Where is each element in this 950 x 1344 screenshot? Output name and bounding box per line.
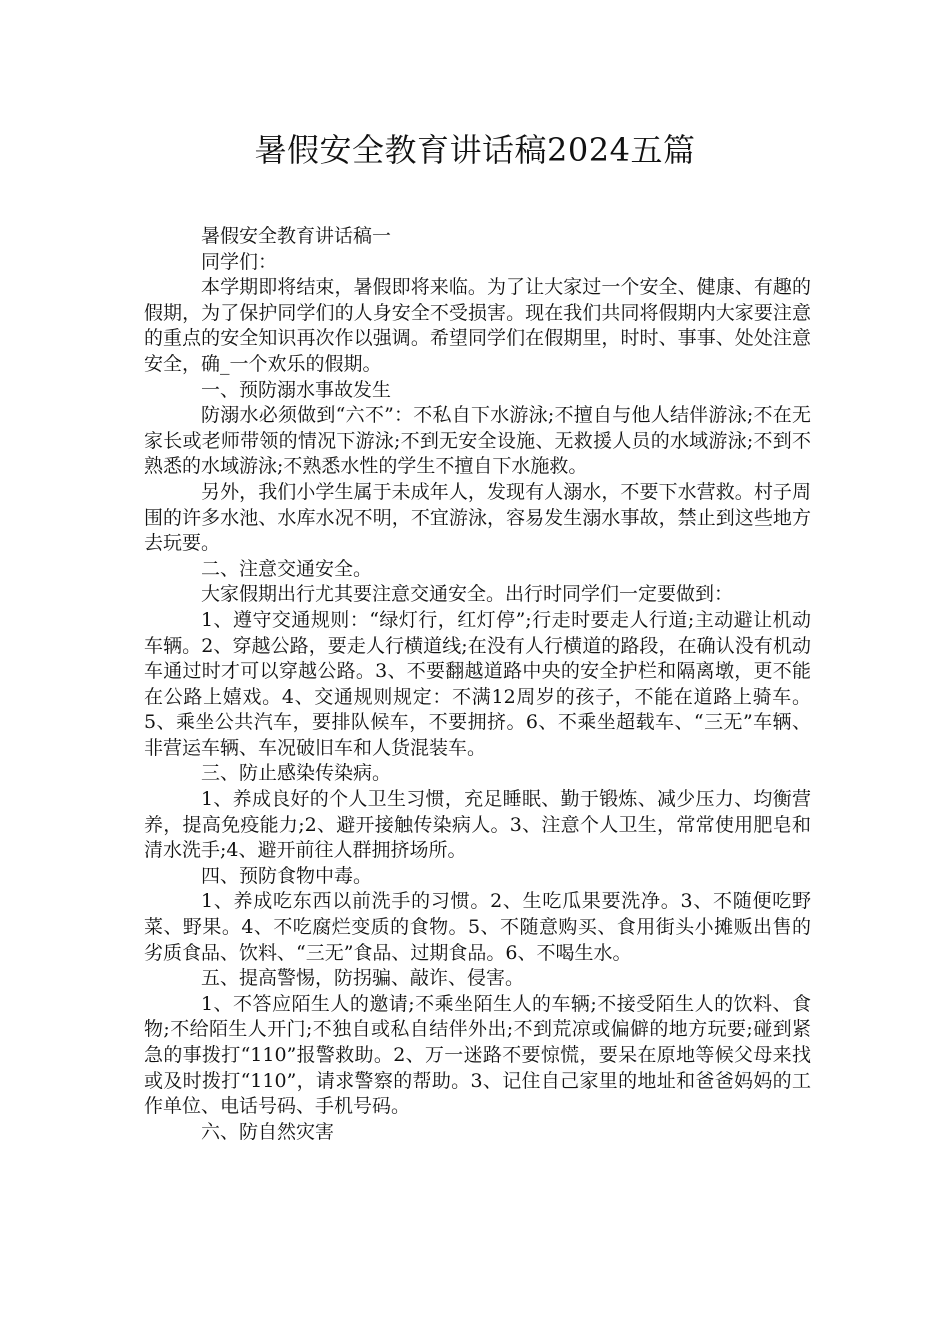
section-heading: 四、预防食物中毒。	[201, 864, 373, 887]
paragraph: 大家假期出行尤其要注意交通安全。出行时同学们一定要做到：	[201, 583, 734, 606]
paragraph: 1、养成良好的个人卫生习惯，充足睡眠、勤于锻炼、减少压力、均衡营养，提高免疫能力;2、避开接触传染病人。3、注意个人卫生，常常使用肥皂和清水洗手;4、避开前往人群拥挤场所。	[144, 788, 811, 862]
paragraph: 防溺水必须做到“六不”：不私自下水游泳;不擅自与他人结伴游泳;不在无家长或老师带领的情况下游泳;不到无安全设施、无救援人员的水域游泳;不到不熟悉的水域游泳;不熟悉水性的学生不擅自下水施救。	[144, 404, 811, 478]
section-heading: 暑假安全教育讲话稿一	[201, 225, 392, 247]
paragraph: 另外，我们小学生属于未成年人，发现有人溺水，不要下水营救。村子周围的许多水池、水库水况不明，不宜游泳，容易发生溺水事故，禁止到这些地方去玩要。	[144, 480, 811, 555]
section-heading: 三、防止感染传染病。	[201, 762, 392, 785]
section-heading: 六、防自然灾害	[201, 1120, 335, 1143]
paragraph: 1、养成吃东西以前洗手的习惯。2、生吃瓜果要洗净。3、不随便吃野菜、野果。4、不吃腐烂变质的食物。5、不随意购买、食用街头小摊贩出售的劣质食品、饮料、“三无”食品、过期食品。6、不喝生水。	[144, 890, 811, 964]
salutation: 同学们：	[201, 250, 278, 273]
paragraph: 1、遵守交通规则：“绿灯行，红灯停”;行走时要走人行道;主动避让机动车辆。2、穿越公路，要走人行横道线;在没有人行横道的路段，在确认没有机动车通过时才可以穿越公路。3、不要翻越道路中央的安全护栏和隔离墩，更不能在公路上嬉戏。4、交通规则规定：不满12周岁的孩子，不能在道路上骑车。5、乘坐公共汽车，要排队候车，不要拥挤。6、不乘坐超载车、“三无”车辆、非营运车辆、车况破旧车和人货混装车。	[144, 608, 811, 759]
section-heading: 五、提高警惕，防拐骗、敲诈、侵害。	[201, 967, 525, 990]
paragraph: 本学期即将结束，暑假即将来临。为了让大家过一个安全、健康、有趣的假期，为了保护同学们的人身安全不受损害。现在我们共同将假期内大家要注意的重点的安全知识再次作以强调。希望同学们在假期里，时时、事事、处处注意安全，确_一个欢乐的假期。	[144, 276, 811, 375]
document-title: 暑假安全教育讲话稿2024五篇	[254, 131, 696, 169]
section-heading: 一、预防溺水事故发生	[201, 378, 392, 401]
document-body	[144, 224, 811, 1145]
section-heading: 二、注意交通安全。	[201, 557, 373, 580]
paragraph: 1、不答应陌生人的邀请;不乘坐陌生人的车辆;不接受陌生人的饮料、食物;不给陌生人开门;不独自或私自结伴外出;不到荒凉或偏僻的地方玩要;碰到紧急的事拨打“110”报警救助。2、万一迷路不要惊慌，要呆在原地等候父母来找或及时拨打“110”，请求警察的帮助。3、记住自己家里的地址和爸爸妈妈的工作单位、电话号码、手机号码。	[144, 992, 811, 1118]
